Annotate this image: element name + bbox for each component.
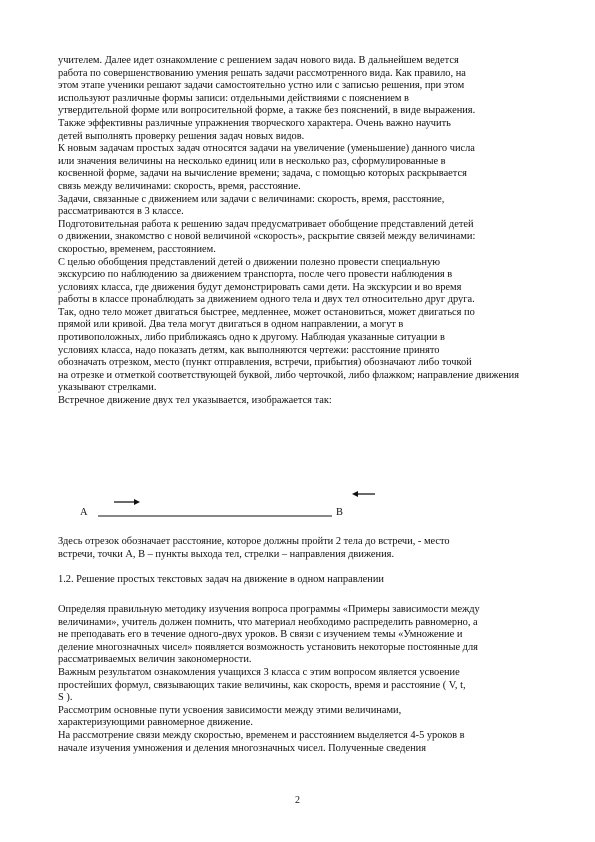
- paragraph-block-2: [58, 536, 550, 561]
- text-line: условиях класса, надо показать детям, как выполняются чертежи: расстояние принято: [58, 344, 440, 356]
- page-number: 2: [295, 795, 300, 806]
- text-line: связь между величинами: скорость, время, расстояние.: [58, 180, 301, 192]
- text-line: используют различные формы записи: отдельными действиями с пояснением в: [58, 92, 409, 104]
- text-line: деление многозначных чисел» появляется возможность установить некоторые постоянные для: [58, 641, 478, 653]
- text-line: этом этапе ученики решают задачи самостоятельно устно или с записью решения, при этом: [58, 80, 465, 92]
- arrow-right-icon: [114, 499, 140, 505]
- text-line: Также эффективны различные упражнения творческого характера. Очень важно научить: [58, 117, 451, 129]
- text-line: характеризующими равномерное движение.: [58, 717, 253, 729]
- text-line: работа по совершенствованию умения решать задачи рассмотренного вида. Как правило, на: [58, 67, 466, 79]
- text-line: о движении, знакомство с новой величиной «скорость», раскрытие связей между величинами:: [58, 231, 476, 243]
- text-line: утвердительной форме или вопросительной форме, а также без пояснений, в виде выражения.: [58, 105, 476, 117]
- text-line: рассматриваемых величин закономерности.: [58, 654, 252, 666]
- text-line: рассматриваются в 3 классе.: [58, 206, 184, 218]
- motion-diagram: [70, 484, 390, 524]
- text-line: или значения величины на несколько единиц или в несколько раз, сформулированные в: [58, 155, 446, 167]
- text-line: на отрезке и отметкой соответствующей буквой, либо черточкой, либо флажком; направление движения: [58, 369, 519, 381]
- text-line: начале изучения умножения и деления многозначных чисел. Полученные сведения: [58, 742, 426, 754]
- text-line: Так, одно тело может двигаться быстрее, медленнее, может остановиться, может двигаться по: [58, 306, 475, 318]
- text-line: На рассмотрение связи между скоростью, временем и расстоянием выделяется 4-5 уроков в: [58, 729, 465, 741]
- text-line: С целью обобщения представлений детей о движении полезно провести специальную: [58, 256, 441, 268]
- text-line: не преподавать его в течение одного-двух уроков. В связи с изучением темы «Умножение и: [58, 629, 463, 641]
- paragraph-block-3: [58, 604, 550, 755]
- text-line: учителем. Далее идет ознакомление с решением задач нового вида. В дальнейшем ведется: [58, 55, 459, 66]
- text-line: косвенной форме, задачи на вычисление времени; задача, с помощью которых раскрывается: [58, 168, 467, 180]
- text-line: Рассмотрим основные пути усвоения зависимости между этими величинами,: [58, 704, 402, 716]
- motion-diagram-svg: [70, 484, 390, 524]
- text-line: величинами», учитель должен помнить, что материал необходимо распределить равномерно, а: [58, 616, 478, 628]
- text-line: Встречное движение двух тел указывается, изображается так:: [58, 395, 332, 407]
- text-line: прямой или кривой. Два тела могут двигаться в одном направлении, а могут в: [58, 319, 404, 331]
- arrow-left-icon: [352, 491, 375, 497]
- text-line: S ).: [58, 692, 73, 704]
- point-b-label: В: [336, 507, 343, 518]
- section-heading: 1.2. Решение простых текстовых задач на движение в одном направлении: [58, 574, 384, 585]
- text-line: детей выполнять проверку решения задач новых видов.: [58, 130, 305, 142]
- text-line: обозначать отрезком, место (пункт отправления, встречи, прибытия) обозначают либо точкой: [58, 357, 472, 369]
- text-line: Важным результатом ознакомления учащихся 3 класса с этим вопросом является усвоение: [58, 666, 460, 678]
- text-line: работы в классе пронаблюдать за движением одного тела и двух тел относительно друг друга.: [58, 294, 475, 306]
- text-line: Определяя правильную методику изучения вопроса программы «Примеры зависимости между: [58, 604, 480, 615]
- text-line: Задачи, связанные с движением или задачи с величинами: скорость, время, расстояние,: [58, 193, 445, 205]
- text-line: противоположных, либо приближаясь одно к другому. Наблюдая указанные ситуации в: [58, 332, 445, 344]
- text-line: Подготовительная работа к решению задач предусматривает обобщение представлений детей: [58, 218, 474, 230]
- text-line: Здесь отрезок обозначает расстояние, которое должны пройти 2 тела до встречи, - место: [58, 536, 450, 547]
- point-a-label: А: [80, 507, 88, 518]
- text-line: скоростью, временем, расстоянием.: [58, 243, 216, 255]
- text-line: простейших формул, связывающих такие величины, как скорость, время и расстояние ( V, t,: [58, 679, 466, 691]
- text-line: встречи, точки А, В – пункты выхода тел, стрелки – направления движения.: [58, 548, 395, 560]
- text-line: К новым задачам простых задач относятся задачи на увеличение (уменьшение) данного числа: [58, 143, 475, 155]
- paragraph-block-1: [58, 55, 550, 408]
- text-line: указывают стрелками.: [58, 382, 157, 394]
- text-line: условиях класса, где движения будут демонстрировать сами дети. На экскурсии и во время: [58, 281, 462, 293]
- text-line: экскурсию по наблюдению за движением транспорта, после чего провести наблюдения в: [58, 269, 453, 281]
